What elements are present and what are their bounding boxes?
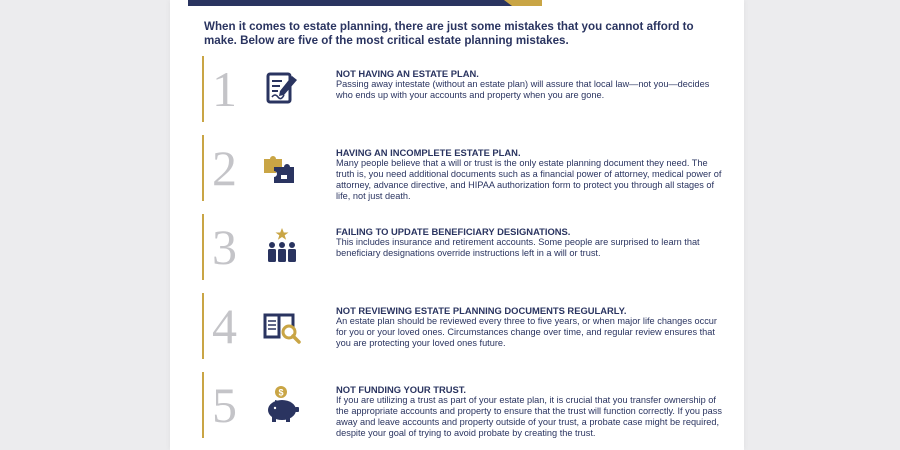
- book-magnifier-icon: [262, 305, 302, 345]
- item-number: 3: [212, 219, 237, 275]
- item-heading: NOT FUNDING YOUR TRUST.: [336, 384, 467, 395]
- item-divider: [202, 56, 204, 122]
- people-star-icon: [262, 226, 302, 266]
- mistake-item-4: [202, 293, 732, 361]
- item-text: [336, 226, 722, 259]
- will-document-icon: [262, 68, 302, 108]
- puzzle-pieces-icon: [262, 147, 302, 187]
- item-body: An estate plan should be reviewed every three to five years, or when major life changes occur for you or your loved ones. Circumstances change over time, and regular review ensures that you are protecting your loved ones future.: [336, 316, 717, 348]
- item-divider: [202, 372, 204, 438]
- mistake-item-3: [202, 214, 732, 282]
- item-text: [336, 384, 722, 439]
- intro-text: When it comes to estate planning, there are just some mistakes that you cannot afford to make. Below are five of the most critical estate planning mistakes.: [204, 20, 694, 47]
- item-heading: NOT REVIEWING ESTATE PLANNING DOCUMENTS REGULARLY.: [336, 305, 627, 316]
- document-page: [170, 0, 744, 450]
- item-text: [336, 68, 722, 101]
- item-divider: [202, 214, 204, 280]
- item-divider: [202, 293, 204, 359]
- item-number: 5: [212, 377, 237, 433]
- header-band: [188, 0, 540, 6]
- item-heading: HAVING AN INCOMPLETE ESTATE PLAN.: [336, 147, 521, 158]
- item-number: 2: [212, 140, 237, 196]
- mistake-item-1: [202, 56, 732, 124]
- item-text: [336, 147, 722, 202]
- item-body: Passing away intestate (without an estate plan) will assure that local law—not you—decides who ends up with your accounts and property when you are gone.: [336, 79, 710, 100]
- item-text: [336, 305, 722, 349]
- item-body: If you are utilizing a trust as part of your estate plan, it is crucial that you transfer ownership of the appropriate accounts and property to ensure that the trust will function correctly. If you pass away and leave accounts and property outside of your trust, a probate case might be required, despite your goal of trying to avoid probate by creating the trust.: [336, 395, 722, 438]
- mistake-item-5: [202, 372, 732, 440]
- item-heading: NOT HAVING AN ESTATE PLAN.: [336, 68, 479, 79]
- item-body: Many people believe that a will or trust is the only estate planning document they need. The truth is, you need additional documents such as a financial power of attorney, medical power of attorney, advance directive, and HIPAA authorization form to protect you through all stages of life, not just death.: [336, 158, 722, 201]
- item-heading: FAILING TO UPDATE BENEFICIARY DESIGNATIONS.: [336, 226, 571, 237]
- piggy-bank-icon: [262, 384, 302, 424]
- item-divider: [202, 135, 204, 201]
- item-number: 4: [212, 298, 237, 354]
- svg-text:$: $: [278, 387, 284, 398]
- item-number: 1: [212, 61, 237, 117]
- mistake-item-2: [202, 135, 732, 203]
- item-body: This includes insurance and retirement accounts. Some people are surprised to learn that beneficiary designations override instructions left in a will or trust.: [336, 237, 700, 258]
- header-band-accent: [504, 0, 542, 6]
